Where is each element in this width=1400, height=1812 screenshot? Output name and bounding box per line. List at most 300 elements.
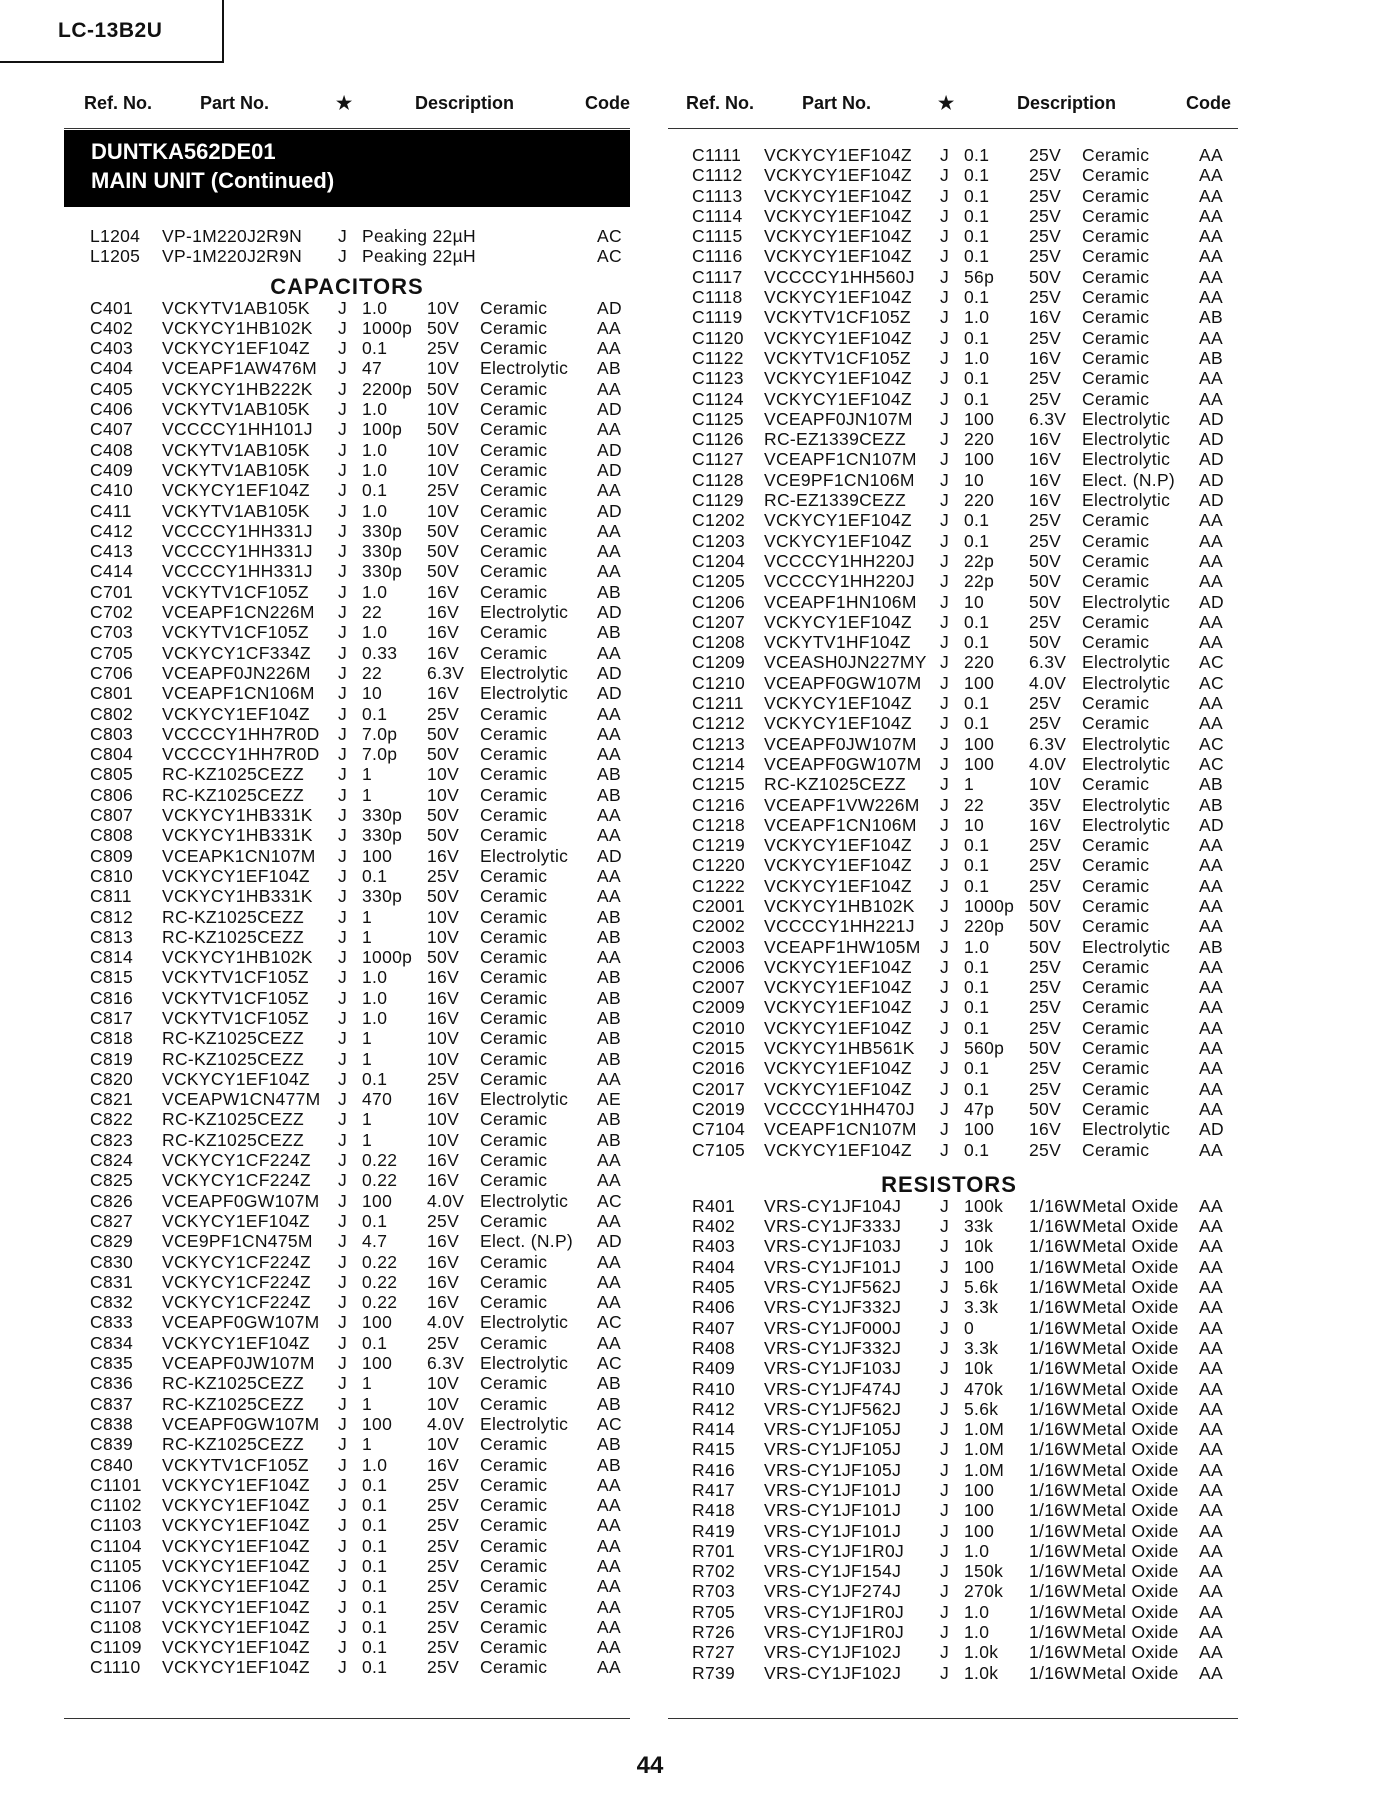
cell-rating: 10V <box>427 1048 460 1069</box>
cell-description: Ceramic <box>480 1068 548 1089</box>
cell-mark: J <box>338 1312 348 1333</box>
cell-mark: J <box>338 1434 348 1455</box>
cell-code: AA <box>597 723 621 744</box>
cell-mark: J <box>338 906 348 927</box>
cell-part-no: VCKYCY1HB102K <box>162 947 313 968</box>
cell-part-no: VCCCCY1HH7R0D <box>162 744 320 765</box>
cell-ref-no: R705 <box>692 1601 736 1622</box>
cell-code: AA <box>597 947 621 968</box>
cell-rating: 50V <box>1029 1038 1062 1059</box>
cell-rating: 1/16W <box>1029 1398 1082 1419</box>
cell-ref-no: C822 <box>90 1109 134 1130</box>
cell-mark: J <box>940 611 950 632</box>
cell-description: Ceramic <box>480 1332 548 1353</box>
part-row <box>0 754 1260 774</box>
cell-description: Ceramic <box>480 1393 548 1414</box>
cell-part-no: VRS-CY1JF562J <box>764 1277 902 1298</box>
cell-description: Ceramic <box>480 1373 548 1394</box>
cell-ref-no: C1126 <box>692 429 744 450</box>
cell-code: AA <box>597 865 621 886</box>
cell-ref-no: C818 <box>90 1028 134 1049</box>
cell-description: Ceramic <box>1082 388 1150 409</box>
cell-value: 1.0 <box>964 1622 990 1643</box>
cell-rating: 25V <box>1029 713 1062 734</box>
cell-code: AB <box>597 926 621 947</box>
cell-description: Ceramic <box>480 1616 548 1637</box>
cell-code: AD <box>597 662 622 683</box>
cell-mark: J <box>338 358 348 379</box>
cell-value: 5.6k <box>964 1398 999 1419</box>
cell-value: 1000p <box>362 947 413 968</box>
cell-rating: 10V <box>427 459 460 480</box>
cell-mark: J <box>338 581 348 602</box>
cell-rating: 16V <box>427 987 460 1008</box>
cell-ref-no: C1115 <box>692 226 743 247</box>
cell-ref-no: C7104 <box>692 1119 746 1140</box>
cell-value: 330p <box>362 805 403 826</box>
cell-description: Electrolytic <box>1082 672 1171 693</box>
cell-description: Ceramic <box>1082 977 1150 998</box>
cell-ref-no: R406 <box>692 1297 736 1318</box>
cell-part-no: VCCCCY1HH7R0D <box>162 723 320 744</box>
cell-description: Ceramic <box>480 500 548 521</box>
cell-code: AD <box>1199 1119 1224 1140</box>
right-header-rule <box>668 128 1238 129</box>
cell-ref-no: R402 <box>692 1216 736 1237</box>
cell-description: Ceramic <box>1082 530 1150 551</box>
cell-code: AA <box>597 703 621 724</box>
cell-part-no: VCKYCY1EF104Z <box>764 997 912 1018</box>
cell-rating: 25V <box>1029 1078 1062 1099</box>
cell-rating: 16V <box>427 1251 460 1272</box>
part-row <box>0 612 1260 632</box>
cell-mark: J <box>940 205 950 226</box>
cell-value: 0.1 <box>964 997 990 1018</box>
part-row <box>0 632 1260 652</box>
cell-ref-no: R419 <box>692 1520 736 1541</box>
cell-description: Ceramic <box>480 1251 548 1272</box>
cell-ref-no: C1210 <box>692 672 746 693</box>
cell-value: 1.0 <box>362 967 388 988</box>
cell-part-no: VRS-CY1JF1R0J <box>764 1601 905 1622</box>
cell-value: 0.1 <box>362 865 388 886</box>
cell-value: 0.1 <box>362 1637 388 1658</box>
cell-ref-no: C812 <box>90 906 134 927</box>
cell-value: 100 <box>964 449 995 470</box>
cell-mark: J <box>940 165 950 186</box>
cell-description: Ceramic <box>480 520 548 541</box>
cell-code: AA <box>1199 1500 1223 1521</box>
cell-ref-no: C820 <box>90 1068 134 1089</box>
cell-value: 47p <box>964 1098 995 1119</box>
cell-ref-no: C414 <box>90 561 134 582</box>
cell-code: AA <box>1199 266 1223 287</box>
cell-description: Ceramic <box>480 439 548 460</box>
cell-description: Metal Oxide <box>1082 1277 1179 1298</box>
cell-rating: 6.3V <box>427 662 465 683</box>
header-description-right: Description <box>1017 93 1117 113</box>
part-row <box>0 490 1260 510</box>
cell-part-no: VCKYCY1EF104Z <box>764 855 912 876</box>
cell-value: 0.33 <box>362 642 398 663</box>
part-row <box>0 1642 1260 1662</box>
cell-part-no: VCEAPF1CN226M <box>162 602 315 623</box>
part-row <box>0 673 1260 693</box>
part-row <box>0 1663 1260 1683</box>
cell-ref-no: C411 <box>90 500 132 521</box>
part-row <box>0 1058 1260 1078</box>
cell-description: Electrolytic <box>1082 408 1171 429</box>
cell-code: AC <box>597 1190 622 1211</box>
cell-mark: J <box>338 419 348 440</box>
cell-description: Ceramic <box>1082 510 1150 531</box>
cell-description: Ceramic <box>480 825 548 846</box>
cell-value: 0.1 <box>964 693 990 714</box>
cell-part-no: VCKYCY1EF104Z <box>764 368 912 389</box>
cell-code: AB <box>597 358 621 379</box>
cell-part-no: RC-EZ1339CEZZ <box>764 429 906 450</box>
cell-description: Ceramic <box>1082 246 1150 267</box>
header-description: Description <box>415 93 515 113</box>
cell-ref-no: C829 <box>90 1231 134 1252</box>
cell-value: 1 <box>362 926 373 947</box>
cell-mark: J <box>338 825 348 846</box>
cell-value: 220p <box>964 916 1005 937</box>
cell-part-no: VCEAPW1CN477M <box>162 1089 321 1110</box>
cell-part-no: VCKYCY1CF224Z <box>162 1292 311 1313</box>
cell-rating: 4.0V <box>1029 753 1067 774</box>
cell-mark: J <box>940 936 950 957</box>
part-row <box>0 1602 1260 1622</box>
cell-part-no: VCEAPF1HN106M <box>764 591 917 612</box>
cell-description: Electrolytic <box>1082 794 1171 815</box>
cell-rating: 1/16W <box>1029 1561 1082 1582</box>
cell-ref-no: C1222 <box>692 875 746 896</box>
cell-value: 0.1 <box>964 1139 990 1160</box>
cell-code: AA <box>597 378 621 399</box>
cell-mark: J <box>338 784 348 805</box>
cell-part-no: VCKYCY1EF104Z <box>764 145 912 165</box>
cell-part-no: VRS-CY1JF101J <box>764 1520 902 1541</box>
cell-value: 0.22 <box>362 1271 398 1292</box>
cell-code: AA <box>597 744 621 765</box>
part-row <box>0 246 1260 266</box>
cell-part-no: VCEAPF1CN106M <box>764 814 917 835</box>
cell-part-no: VCKYCY1EF104Z <box>764 205 912 226</box>
cell-rating: 25V <box>1029 226 1062 247</box>
cell-description: Ceramic <box>480 1495 548 1516</box>
cell-description: Ceramic <box>480 338 548 359</box>
cell-value: 1 <box>362 1129 373 1150</box>
cell-code: AD <box>1199 469 1224 490</box>
part-row <box>0 896 1260 916</box>
cell-rating: 16V <box>427 1271 460 1292</box>
part-row <box>0 1038 1260 1058</box>
cell-description: Ceramic <box>480 317 548 338</box>
cell-value: 0.1 <box>362 1068 388 1089</box>
cell-code: AB <box>597 967 621 988</box>
cell-value: 100 <box>964 733 995 754</box>
cell-part-no: VCEAPF1HW105M <box>764 936 921 957</box>
cell-code: AA <box>1199 1337 1223 1358</box>
cell-code: AB <box>597 1454 621 1475</box>
cell-code: AA <box>1199 1662 1223 1683</box>
cell-part-no: VRS-CY1JF474J <box>764 1378 902 1399</box>
cell-ref-no: C836 <box>90 1373 134 1394</box>
left-footer-rule <box>64 1718 630 1719</box>
cell-mark: J <box>940 327 950 348</box>
part-row <box>0 835 1260 855</box>
cell-rating: 25V <box>427 1556 460 1576</box>
cell-mark: J <box>338 1657 348 1678</box>
cell-description: Ceramic <box>480 1434 548 1455</box>
cell-part-no: RC-KZ1025CEZZ <box>162 1129 304 1150</box>
cell-ref-no: R404 <box>692 1256 736 1277</box>
cell-mark: J <box>338 317 348 338</box>
cell-rating: 16V <box>1029 814 1062 835</box>
cell-rating: 50V <box>427 886 460 907</box>
cell-value: 100 <box>964 1119 995 1140</box>
cell-rating: 4.0V <box>427 1312 465 1333</box>
cell-value: 1.0 <box>362 399 388 420</box>
cell-description: Ceramic <box>1082 956 1150 977</box>
cell-code: AA <box>1199 713 1223 734</box>
cell-mark: J <box>338 226 348 246</box>
cell-part-no: VRS-CY1JF102J <box>764 1642 902 1663</box>
cell-rating: 50V <box>427 317 460 338</box>
cell-ref-no: C1113 <box>692 185 743 206</box>
part-row <box>0 1541 1260 1561</box>
cell-description: Metal Oxide <box>1082 1662 1179 1683</box>
cell-value: 1 <box>362 764 373 785</box>
part-row <box>0 1622 1260 1642</box>
cell-part-no: VCKYCY1EF104Z <box>764 956 912 977</box>
cell-part-no: VCKYCY1EF104Z <box>162 1515 310 1536</box>
cell-value: 0.22 <box>362 1150 398 1171</box>
cell-rating: 1/16W <box>1029 1317 1082 1338</box>
cell-mark: J <box>940 632 950 653</box>
cell-rating: 50V <box>427 419 460 440</box>
cell-part-no: VCKYCY1HB102K <box>162 317 313 338</box>
cell-value: 4.7 <box>362 1231 388 1252</box>
cell-description: Electrolytic <box>1082 1119 1171 1140</box>
cell-code: AA <box>1199 1058 1223 1079</box>
cell-description: Ceramic <box>480 1007 548 1028</box>
part-row <box>0 1140 1260 1160</box>
cell-description: Ceramic <box>1082 550 1150 571</box>
cell-code: AA <box>1199 1098 1223 1119</box>
cell-part-no: VCKYCY1HB331K <box>162 805 313 826</box>
cell-ref-no: R418 <box>692 1500 736 1521</box>
cell-value: 1.0M <box>964 1419 1005 1440</box>
cell-part-no: VCKYCY1EF104Z <box>162 338 310 359</box>
cell-value: 0.22 <box>362 1251 398 1272</box>
cell-description: Ceramic <box>480 1576 548 1597</box>
cell-code: AC <box>597 1312 622 1333</box>
part-row <box>0 186 1260 206</box>
cell-value: 0.1 <box>964 368 990 389</box>
cell-part-no: VCCCCY1HH470J <box>764 1098 915 1119</box>
cell-rating: 50V <box>1029 936 1062 957</box>
cell-description: Ceramic <box>1082 307 1150 328</box>
cell-mark: J <box>940 1378 950 1399</box>
cell-mark: J <box>940 449 950 470</box>
cell-rating: 16V <box>427 1150 460 1171</box>
cell-part-no: VCKYCY1EF104Z <box>162 1637 310 1658</box>
cell-part-no: VCEAPF0GW107M <box>764 753 922 774</box>
cell-value: 22p <box>964 550 995 571</box>
cell-description: Ceramic <box>480 1637 548 1658</box>
cell-description: Metal Oxide <box>1082 1520 1179 1541</box>
cell-value: 22 <box>362 662 383 683</box>
cell-value: 1 <box>362 784 373 805</box>
cell-part-no: VCKYCY1CF224Z <box>162 1271 311 1292</box>
cell-value: 100 <box>964 1256 995 1277</box>
cell-value: 0.1 <box>362 1535 388 1556</box>
cell-value: 0.1 <box>964 632 990 653</box>
cell-rating: 25V <box>1029 1139 1062 1160</box>
cell-rating: 25V <box>1029 611 1062 632</box>
cell-mark: J <box>940 1480 950 1500</box>
cell-value: 100 <box>362 1353 393 1374</box>
cell-code: AA <box>1199 1378 1223 1399</box>
cell-part-no: VCKYCY1EF104Z <box>764 693 912 714</box>
cell-part-no: RC-KZ1025CEZZ <box>162 1048 304 1069</box>
cell-ref-no: C409 <box>90 459 134 480</box>
cell-rating: 1/16W <box>1029 1419 1082 1440</box>
cell-description: Ceramic <box>480 378 548 399</box>
cell-rating: 50V <box>1029 916 1062 937</box>
cell-value: 1 <box>362 1109 373 1130</box>
cell-description: Ceramic <box>1082 1017 1150 1038</box>
cell-code: AC <box>597 1353 622 1374</box>
cell-description: Ceramic <box>1082 1078 1150 1099</box>
cell-description: Ceramic <box>480 967 548 988</box>
cell-part-no: VCEAPF0JW107M <box>162 1353 315 1374</box>
cell-ref-no: C830 <box>90 1251 134 1272</box>
cell-part-no: VRS-CY1JF101J <box>764 1500 902 1521</box>
cell-rating: 25V <box>1029 145 1062 165</box>
cell-value: 1.0 <box>362 1007 388 1028</box>
cell-part-no: VCKYTV1CF105Z <box>162 1454 309 1475</box>
cell-value: 1.0 <box>362 1454 388 1475</box>
cell-part-no: VCKYCY1EF104Z <box>162 1616 310 1637</box>
cell-part-no: VRS-CY1JF154J <box>764 1561 902 1582</box>
cell-rating: 6.3V <box>1029 652 1067 673</box>
part-row <box>0 470 1260 490</box>
cell-description: Electrolytic <box>1082 814 1171 835</box>
cell-value: 1 <box>964 774 975 795</box>
cell-value: 7.0p <box>362 744 398 765</box>
cell-description: Ceramic <box>480 865 548 886</box>
cell-part-no: VCKYCY1EF104Z <box>764 287 912 308</box>
cell-value: 0.1 <box>362 1616 388 1637</box>
cell-rating: 25V <box>1029 977 1062 998</box>
cell-part-no: VRS-CY1JF104J <box>764 1195 902 1216</box>
cell-value: 0.1 <box>362 1332 388 1353</box>
part-row <box>0 429 1260 449</box>
cell-part-no: VCKYCY1HB561K <box>764 1038 915 1059</box>
cell-mark: J <box>940 246 950 267</box>
cell-mark: J <box>940 1098 950 1119</box>
part-row <box>0 348 1260 368</box>
cell-value: 220 <box>964 490 995 511</box>
cell-rating: 16V <box>427 1454 460 1475</box>
cell-part-no: VCEAPF1AW476M <box>162 358 317 379</box>
cell-description: Ceramic <box>1082 997 1150 1018</box>
cell-value: 100 <box>964 672 995 693</box>
cell-rating: 1/16W <box>1029 1439 1082 1460</box>
cell-value: 0.22 <box>362 1170 398 1191</box>
cell-part-no: VCEASH0JN227MY <box>764 652 927 673</box>
cell-value: 100p <box>362 419 403 440</box>
cell-ref-no: C840 <box>90 1454 134 1475</box>
cell-value: 0.1 <box>964 977 990 998</box>
cell-rating: 25V <box>427 1576 460 1597</box>
cell-description: Ceramic <box>1082 632 1150 653</box>
cell-part-no: VCKYCY1EF104Z <box>162 1657 310 1678</box>
cell-mark: J <box>940 510 950 531</box>
cell-part-no: VRS-CY1JF274J <box>764 1581 902 1602</box>
cell-ref-no: R702 <box>692 1561 736 1582</box>
cell-part-no: VCKYCY1EF104Z <box>764 875 912 896</box>
header-part-no-right: Part No. <box>802 93 872 113</box>
cell-ref-no: C2009 <box>692 997 746 1018</box>
cell-rating: 25V <box>1029 1058 1062 1079</box>
cell-code: AA <box>1199 855 1223 876</box>
cell-part-no: VCKYCY1CF224Z <box>162 1150 311 1171</box>
cell-rating: 10V <box>427 1109 460 1130</box>
part-row <box>0 307 1260 327</box>
cell-description: Ceramic <box>480 1454 548 1475</box>
cell-mark: J <box>338 947 348 968</box>
cell-code: AA <box>1199 368 1223 389</box>
model-label-box <box>0 0 224 63</box>
cell-mark: J <box>338 561 348 582</box>
cell-code: AD <box>1199 814 1224 835</box>
cell-description: Metal Oxide <box>1082 1398 1179 1419</box>
cell-ref-no: C821 <box>90 1089 134 1110</box>
cell-code: AA <box>1199 1236 1223 1257</box>
cell-description: Ceramic <box>480 744 548 765</box>
cell-ref-no: C1204 <box>692 550 746 571</box>
cell-part-no: VCCCCY1HH331J <box>162 561 313 582</box>
cell-ref-no: C1118 <box>692 287 743 308</box>
cell-mark: J <box>940 571 950 592</box>
cell-description: Ceramic <box>480 459 548 480</box>
cell-value: 0.1 <box>964 145 990 165</box>
cell-description: Metal Oxide <box>1082 1642 1179 1663</box>
cell-ref-no: C1206 <box>692 591 746 612</box>
part-row <box>0 206 1260 226</box>
cell-mark: J <box>940 1119 950 1140</box>
cell-rating: 1/16W <box>1029 1236 1082 1257</box>
cell-value: 100 <box>964 1520 995 1541</box>
cell-mark: J <box>338 541 348 562</box>
cell-rating: 25V <box>1029 835 1062 856</box>
cell-rating: 10V <box>427 784 460 805</box>
cell-rating: 25V <box>427 1616 460 1637</box>
cell-value: 330p <box>362 520 403 541</box>
cell-mark: J <box>338 744 348 765</box>
cell-code: AA <box>597 561 621 582</box>
cell-part-no: VCKYTV1HF104Z <box>764 632 911 653</box>
cell-ref-no: R405 <box>692 1277 736 1298</box>
cell-mark: J <box>338 1474 348 1495</box>
cell-ref-no: C1103 <box>90 1515 142 1536</box>
cell-description: Ceramic <box>1082 327 1150 348</box>
cell-mark: J <box>940 408 950 429</box>
